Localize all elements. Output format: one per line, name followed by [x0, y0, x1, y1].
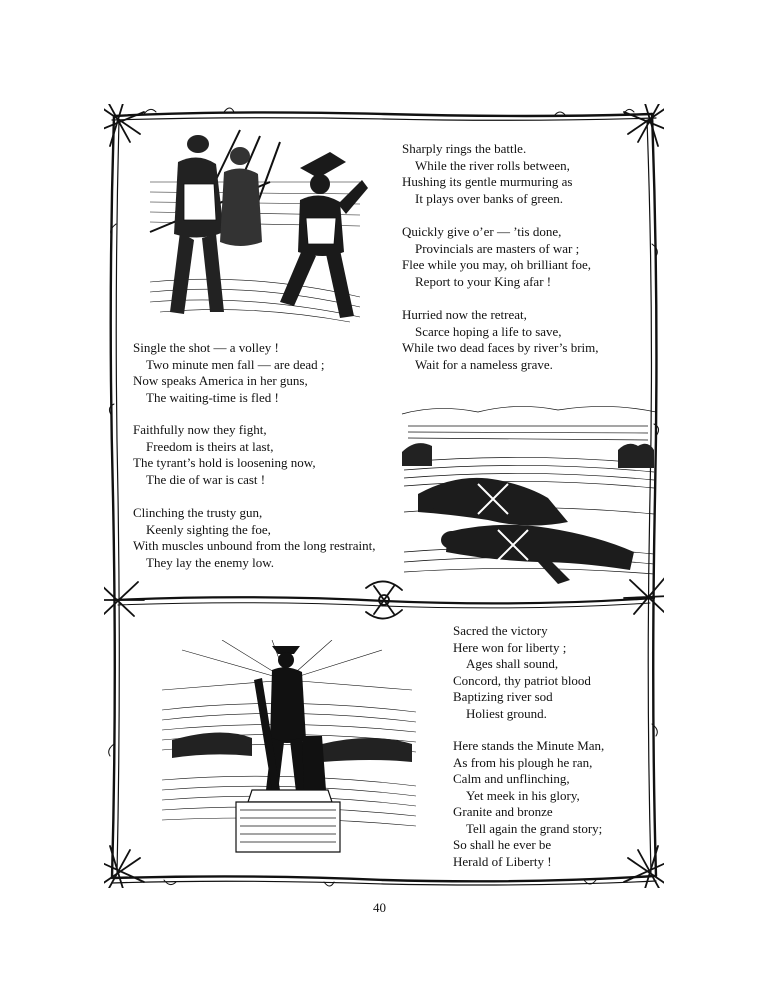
verse-line: Ages shall sound,	[466, 656, 559, 671]
verse-line: Clinching the trusty gun,	[133, 505, 263, 520]
verse-line: Freedom is theirs at last,	[146, 438, 274, 454]
minute-man-statue-illustration	[162, 640, 416, 862]
verse-line: While the river rolls between,	[415, 157, 570, 173]
verse-line: As from his plough he ran,	[453, 754, 593, 770]
stanza-hurried-now	[402, 307, 599, 373]
verse-line: Sacred the victory	[453, 623, 548, 638]
verse-line: Concord, thy patriot blood	[453, 672, 591, 688]
verse-line: Here won for liberty ;	[453, 639, 567, 655]
page-number: 40	[373, 900, 386, 915]
stanza-sacred-the-victory	[453, 623, 591, 722]
verse-line: With muscles unbound from the long restraint,	[133, 538, 376, 553]
verse-line: Baptizing river sod	[453, 689, 553, 704]
verse-line: Hushing its gentle murmuring as	[402, 174, 573, 189]
verse-line: Provincials are masters of war ;	[415, 240, 580, 256]
verse-line: Two minute men fall — are dead ;	[146, 356, 325, 372]
stanza-here-stands-minute-man	[453, 738, 604, 870]
verse-line: Hurried now the retreat,	[402, 307, 527, 322]
verse-line: Keenly sighting the foe,	[146, 521, 271, 537]
fallen-soldiers-illustration	[398, 402, 660, 587]
verse-line: Calm and unflinching,	[453, 771, 570, 786]
verse-line: Single the shot — a volley !	[133, 340, 279, 355]
verse-line: The die of war is cast !	[146, 471, 266, 487]
verse-line: Report to your King afar !	[415, 273, 552, 289]
verse-line: Wait for a nameless grave.	[415, 356, 553, 372]
verse-line: Sharply rings the battle.	[402, 141, 527, 156]
stanza-sharply-rings	[402, 141, 572, 207]
verse-line: Granite and bronze	[453, 804, 553, 819]
verse-line: Faithfully now they fight,	[133, 422, 267, 437]
stanza-clinching-the-gun	[133, 505, 375, 571]
verse-line: Scarce hoping a life to save,	[415, 323, 562, 339]
stanza-single-the-shot	[133, 340, 325, 406]
verse-line: Quickly give o’er — ’tis done,	[402, 224, 562, 239]
verse-line: Here stands the Minute Man,	[453, 738, 605, 753]
verse-line: While two dead faces by river’s brim,	[402, 340, 599, 355]
verse-line: Flee while you may, oh brilliant foe,	[402, 257, 592, 272]
verse-line: The tyrant’s hold is loosening now,	[133, 455, 316, 470]
verse-line: Tell again the grand story;	[466, 820, 603, 836]
soldiers-marching-illustration	[140, 122, 370, 327]
verse-line: It plays over banks of green.	[415, 190, 564, 206]
verse-line: Yet meek in his glory,	[466, 787, 580, 803]
verse-line: Now speaks America in her guns,	[133, 373, 308, 388]
stanza-quickly-give-oer	[402, 224, 591, 290]
verse-line: Holiest ground.	[466, 705, 547, 721]
verse-line: So shall he ever be	[453, 837, 552, 852]
verse-line: They lay the enemy low.	[146, 554, 275, 570]
verse-line: Herald of Liberty !	[453, 853, 552, 869]
stanza-faithfully-now	[133, 422, 316, 488]
verse-line: The waiting-time is fled !	[146, 389, 279, 405]
